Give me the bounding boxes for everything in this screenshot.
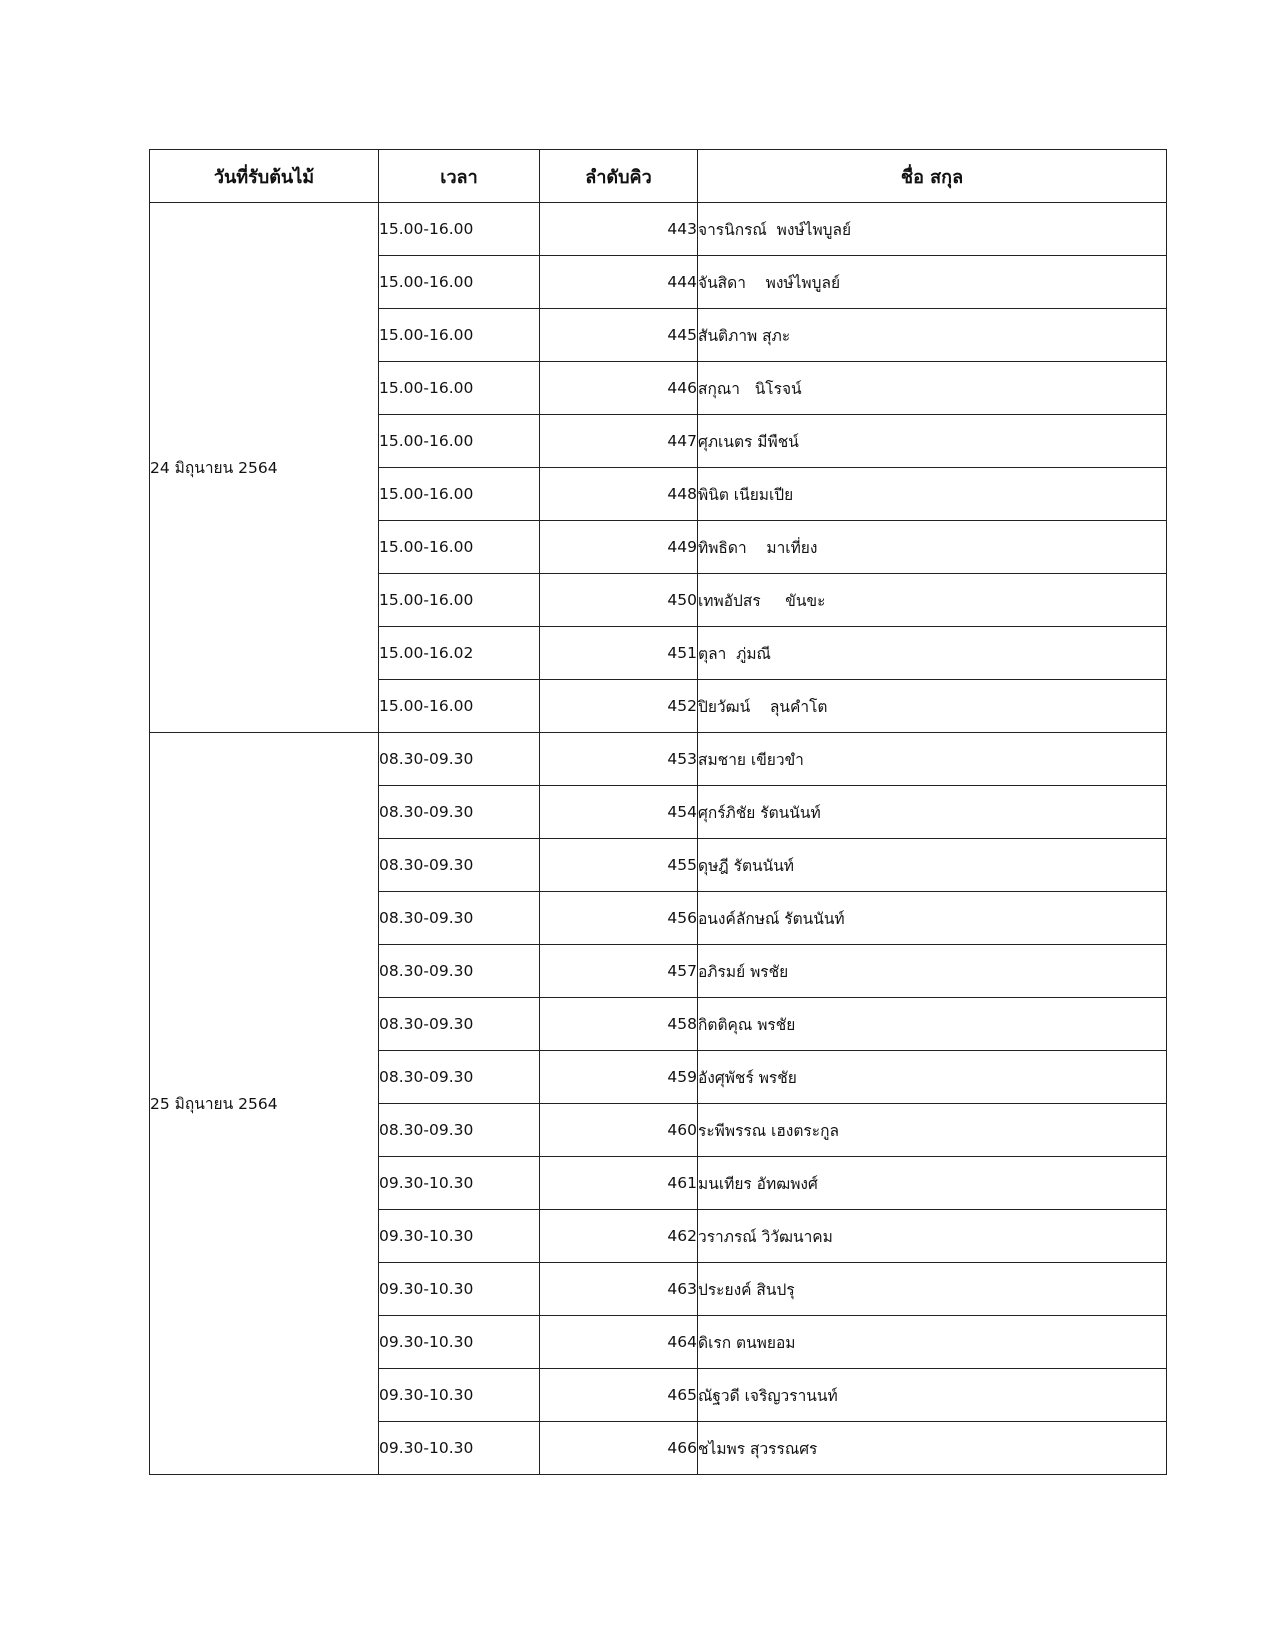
queue-number-cell: 450 — [540, 574, 698, 627]
header-queue: ลำดับคิว — [540, 150, 698, 203]
time-slot-cell: 09.30-10.30 — [379, 1210, 540, 1263]
full-name-cell: ปิยวัฒน์ ลุนคำโต — [698, 680, 1167, 733]
full-name-cell: สมชาย เขียวขำ — [698, 733, 1167, 786]
table-row — [150, 733, 1167, 786]
queue-number-cell: 464 — [540, 1316, 698, 1369]
full-name-cell: กิตติคุณ พรชัย — [698, 998, 1167, 1051]
full-name-cell: ประยงค์ สินปรุ — [698, 1263, 1167, 1316]
time-slot-cell: 08.30-09.30 — [379, 733, 540, 786]
queue-number-cell: 443 — [540, 203, 698, 256]
time-slot-cell: 15.00-16.00 — [379, 680, 540, 733]
full-name-cell: ทิพธิดา มาเที่ยง — [698, 521, 1167, 574]
queue-number-cell: 454 — [540, 786, 698, 839]
header-row — [150, 150, 1167, 203]
queue-number-cell: 449 — [540, 521, 698, 574]
time-slot-cell: 08.30-09.30 — [379, 1051, 540, 1104]
time-slot-cell: 15.00-16.00 — [379, 362, 540, 415]
queue-number-cell: 452 — [540, 680, 698, 733]
header-time: เวลา — [379, 150, 540, 203]
queue-number-cell: 465 — [540, 1369, 698, 1422]
queue-number-cell: 455 — [540, 839, 698, 892]
time-slot-cell: 08.30-09.30 — [379, 998, 540, 1051]
full-name-cell: สันติภาพ สุภะ — [698, 309, 1167, 362]
time-slot-cell: 08.30-09.30 — [379, 786, 540, 839]
time-slot-cell: 08.30-09.30 — [379, 892, 540, 945]
time-slot-cell: 15.00-16.00 — [379, 256, 540, 309]
queue-number-cell: 458 — [540, 998, 698, 1051]
time-slot-cell: 15.00-16.00 — [379, 521, 540, 574]
full-name-cell: ตุลา ภู่มณี — [698, 627, 1167, 680]
time-slot-cell: 08.30-09.30 — [379, 945, 540, 998]
full-name-cell: มนเทียร อัทฒพงศ์ — [698, 1157, 1167, 1210]
full-name-cell: ศุภเนตร มีพืชน์ — [698, 415, 1167, 468]
full-name-cell: ณัฐวดี เจริญวรานนท์ — [698, 1369, 1167, 1422]
table-row — [150, 203, 1167, 256]
pickup-date-cell: 25 มิถุนายน 2564 — [150, 733, 379, 1475]
full-name-cell: ชไมพร สุวรรณศร — [698, 1422, 1167, 1475]
header-date: วันที่รับต้นไม้ — [150, 150, 379, 203]
full-name-cell: อังศุพัชร์ พรชัย — [698, 1051, 1167, 1104]
queue-number-cell: 462 — [540, 1210, 698, 1263]
full-name-cell: อนงค์ลักษณ์ รัตนนันท์ — [698, 892, 1167, 945]
time-slot-cell: 09.30-10.30 — [379, 1369, 540, 1422]
time-slot-cell: 15.00-16.00 — [379, 415, 540, 468]
queue-number-cell: 445 — [540, 309, 698, 362]
queue-number-cell: 451 — [540, 627, 698, 680]
full-name-cell: จันสิดา พงษ์ไพบูลย์ — [698, 256, 1167, 309]
table-header — [150, 150, 1167, 203]
queue-number-cell: 448 — [540, 468, 698, 521]
queue-number-cell: 463 — [540, 1263, 698, 1316]
header-name: ชื่อ สกุล — [698, 150, 1167, 203]
queue-number-cell: 460 — [540, 1104, 698, 1157]
queue-number-cell: 447 — [540, 415, 698, 468]
queue-number-cell: 446 — [540, 362, 698, 415]
time-slot-cell: 08.30-09.30 — [379, 839, 540, 892]
time-slot-cell: 09.30-10.30 — [379, 1157, 540, 1210]
full-name-cell: ศุกร์ภิชัย รัตนนันท์ — [698, 786, 1167, 839]
full-name-cell: จารนิกรณ์ พงษ์ไพบูลย์ — [698, 203, 1167, 256]
full-name-cell: ดุษฎี รัตนนันท์ — [698, 839, 1167, 892]
time-slot-cell: 15.00-16.02 — [379, 627, 540, 680]
queue-number-cell: 466 — [540, 1422, 698, 1475]
queue-number-cell: 444 — [540, 256, 698, 309]
time-slot-cell: 09.30-10.30 — [379, 1422, 540, 1475]
full-name-cell: ระพีพรรณ เฮงตระกูล — [698, 1104, 1167, 1157]
time-slot-cell: 15.00-16.00 — [379, 574, 540, 627]
queue-number-cell: 453 — [540, 733, 698, 786]
queue-number-cell: 457 — [540, 945, 698, 998]
full-name-cell: อภิรมย์ พรชัย — [698, 945, 1167, 998]
queue-number-cell: 461 — [540, 1157, 698, 1210]
full-name-cell: ดิเรก ตนพยอม — [698, 1316, 1167, 1369]
queue-number-cell: 459 — [540, 1051, 698, 1104]
time-slot-cell: 08.30-09.30 — [379, 1104, 540, 1157]
full-name-cell: เทพอัปสร ขันขะ — [698, 574, 1167, 627]
full-name-cell: สกุณา นิโรจน์ — [698, 362, 1167, 415]
time-slot-cell: 15.00-16.00 — [379, 203, 540, 256]
full-name-cell: วราภรณ์ วิวัฒนาคม — [698, 1210, 1167, 1263]
queue-number-cell: 456 — [540, 892, 698, 945]
time-slot-cell: 15.00-16.00 — [379, 309, 540, 362]
full-name-cell: พินิต เนียมเปีย — [698, 468, 1167, 521]
time-slot-cell: 15.00-16.00 — [379, 468, 540, 521]
pickup-date-cell: 24 มิถุนายน 2564 — [150, 203, 379, 733]
time-slot-cell: 09.30-10.30 — [379, 1316, 540, 1369]
table-body — [150, 203, 1167, 1475]
time-slot-cell: 09.30-10.30 — [379, 1263, 540, 1316]
queue-table — [149, 149, 1167, 1475]
